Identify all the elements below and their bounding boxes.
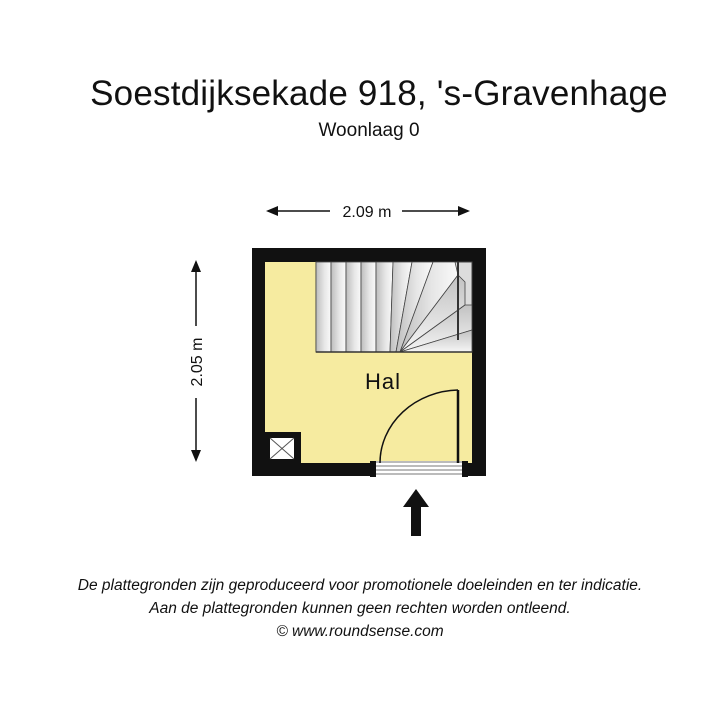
disclaimer-line-2: Aan de plattegronden kunnen geen rechten worden ontleend.	[149, 600, 571, 617]
disclaimer-line-1: De plattegronden zijn geproduceerd voor promotionele doeleinden en ter indicatie.	[77, 577, 643, 594]
staircase	[316, 262, 472, 352]
floor-level-label: Woonlaag 0	[318, 120, 420, 141]
page-title: Soestdijksekade 918, 's-Gravenhage	[90, 74, 668, 113]
room-label-hal: Hal	[364, 369, 402, 394]
height-dimension	[189, 260, 206, 462]
width-dimension	[266, 204, 470, 221]
copyright-link[interactable]: © www.roundsense.com	[276, 623, 444, 640]
width-label: 2.09 m	[342, 204, 392, 221]
shaft	[265, 432, 301, 463]
entrance-arrow-icon	[403, 489, 429, 536]
height-label: 2.05 m	[189, 337, 206, 387]
